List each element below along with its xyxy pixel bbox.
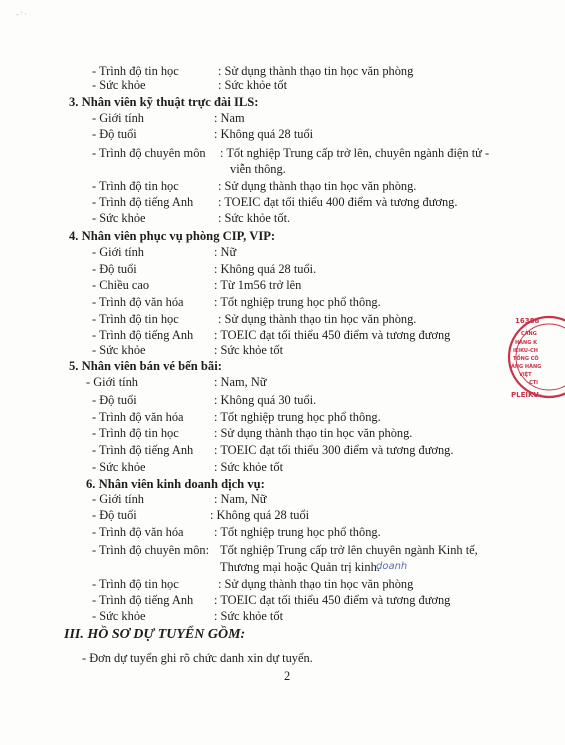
row-specialty: - Trình độ chuyên môn: Tốt nghiệp Trung cấp trở lên chuyên ngành Kinh tế, <box>92 543 478 557</box>
row-gender: - Giới tính : Nữ <box>92 245 237 259</box>
section-heading-sales: 6. Nhân viên kinh doanh dịch vụ: <box>86 477 265 491</box>
section-heading-ticket: 5. Nhân viên bán vé bến bãi: <box>69 359 222 373</box>
section-heading-ils: 3. Nhân viên kỹ thuật trực đài ILS: <box>69 95 259 109</box>
row-english: - Trình độ tiếng Anh : TOEIC đạt tối thiểu 450 điểm và tương đương <box>92 593 451 607</box>
seal-text-line: -CTI <box>527 380 539 386</box>
row-education: - Trình độ văn hóa : Tốt nghiệp trung học phổ thông. <box>92 295 381 309</box>
row-it-skill: - Trình độ tin học : Sử dụng thành thạo tin học văn phòng. <box>92 179 417 193</box>
row-english: - Trình độ tiếng Anh : TOEIC đạt tối thiểu 300 điểm và tương đương. <box>92 443 454 457</box>
row-specialty: - Trình độ chuyên môn : Tốt nghiệp Trung cấp trở lên, chuyên ngành điện tử - <box>92 146 490 160</box>
row-gender: - Giới tính : Nam <box>92 111 245 125</box>
row-age: - Độ tuổi : Không quá 28 tuổi <box>92 127 314 141</box>
row-age: - Độ tuổi : Không quá 28 tuổi <box>92 508 310 522</box>
row-education: - Trình độ văn hóa : Tốt nghiệp trung học phổ thông. <box>92 525 381 539</box>
row-health: - Sức khỏe : Sức khỏe tốt <box>92 609 284 623</box>
seal-text-line: IEIKU-CH <box>513 348 538 354</box>
handwritten-note: doanh <box>376 561 408 572</box>
row-age: - Độ tuổi : Không quá 30 tuổi. <box>92 393 317 407</box>
row-health: - Sức khỏe : Sức khỏe tốt. <box>92 211 291 225</box>
row-height: - Chiều cao : Từ 1m56 trở lên <box>92 278 302 292</box>
company-seal-stamp <box>505 305 565 409</box>
row-it-skill: - Trình độ tin học : Sử dụng thành thạo tin học văn phòng. <box>92 426 413 440</box>
row-english: - Trình độ tiếng Anh : TOEIC đạt tối thiểu 400 điểm và tương đương. <box>92 195 458 209</box>
section-heading-cip: 4. Nhân viên phục vụ phòng CIP, VIP: <box>69 229 276 243</box>
row-it-skill: - Trình độ tin học : Sử dụng thành thạo tin học văn phòng <box>92 577 414 591</box>
seal-text-line: HÀNG K <box>515 340 537 346</box>
row-specialty-cont: viễn thông. <box>230 162 286 176</box>
row-education: - Trình độ văn hóa : Tốt nghiệp trung học phổ thông. <box>92 410 381 424</box>
seal-text-line: TỔNG CÔ <box>513 356 539 362</box>
seal-text-line: 16388 <box>515 317 540 325</box>
scan-mark: - ' · <box>16 10 27 19</box>
row-it-skill: - Trình độ tin học : Sử dụng thành thạo tin học văn phòng. <box>92 312 417 326</box>
row-gender: - Giới tính : Nam, Nữ <box>86 375 267 389</box>
seal-text-line: PLEIKU- <box>511 391 542 399</box>
seal-text-line: ẢNG HÀNG <box>511 364 542 370</box>
row-age: - Độ tuổi : Không quá 28 tuổi. <box>92 262 317 276</box>
row-gender: - Giới tính : Nam, Nữ <box>92 492 267 506</box>
row-health: - Sức khỏe : Sức khỏe tốt <box>92 78 288 92</box>
list-item: - Đơn dự tuyển ghi rõ chức danh xin dự tuyển. <box>82 651 313 665</box>
seal-text-line: CẢNG <box>521 331 537 337</box>
row-health: - Sức khỏe : Sức khỏe tốt <box>92 460 284 474</box>
row-it-skill: - Trình độ tin học : Sử dụng thành thạo tin học văn phòng <box>92 64 414 78</box>
page-number: 2 <box>284 669 291 683</box>
row-english: - Trình độ tiếng Anh : TOEIC đạt tối thiểu 450 điểm và tương đương <box>92 328 451 342</box>
section-heading-documents: III. HỒ SƠ DỰ TUYỂN GỒM: <box>64 627 246 642</box>
row-health: - Sức khỏe : Sức khỏe tốt <box>92 343 284 357</box>
row-specialty-cont: Thương mại hoặc Quản trị kinh. <box>220 560 380 574</box>
seal-text-line: VIỆT <box>519 372 532 378</box>
